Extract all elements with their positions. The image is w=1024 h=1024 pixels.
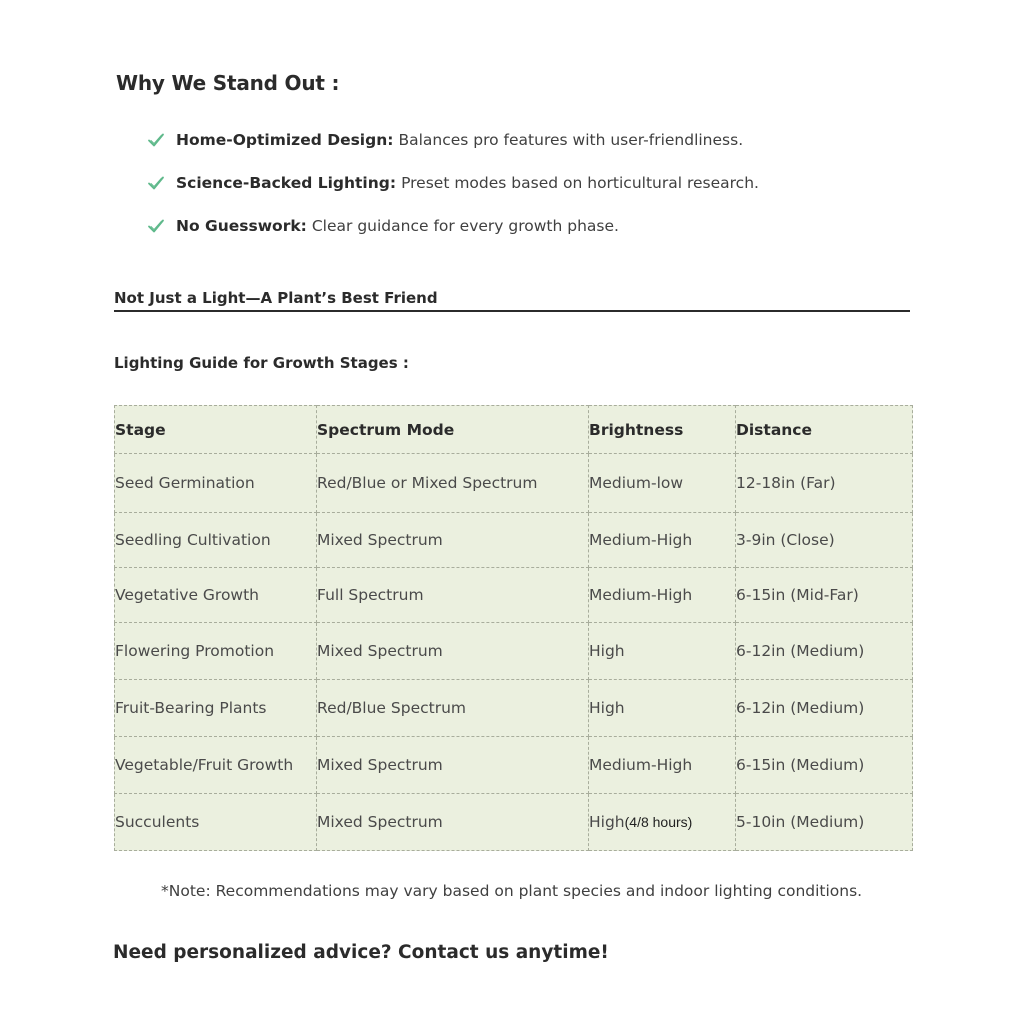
cell-brightness: Medium-High [589, 513, 736, 568]
cell-stage: Vegetative Growth [115, 568, 317, 623]
check-icon [146, 216, 166, 236]
cell-spectrum: Red/Blue Spectrum [317, 680, 589, 737]
table-row [115, 794, 913, 851]
cell-brightness: High [589, 680, 736, 737]
feature-item [146, 204, 759, 247]
cell-brightness: High [589, 623, 736, 680]
feature-title: Science-Backed Lighting: [176, 173, 397, 192]
feature-list [146, 118, 759, 247]
column-header-distance: Distance [736, 406, 913, 454]
table-row [115, 680, 913, 737]
cell-stage: Fruit-Bearing Plants [115, 680, 317, 737]
cell-distance: 3-9in (Close) [736, 513, 913, 568]
lighting-guide-table [114, 405, 913, 851]
table-row [115, 623, 913, 680]
cell-distance: 6-15in (Mid-Far) [736, 568, 913, 623]
table-row [115, 568, 913, 623]
cell-distance: 6-15in (Medium) [736, 737, 913, 794]
cell-stage: Seed Germination [115, 454, 317, 513]
column-header-brightness: Brightness [589, 406, 736, 454]
table-row [115, 737, 913, 794]
cell-spectrum: Mixed Spectrum [317, 513, 589, 568]
cell-stage: Flowering Promotion [115, 623, 317, 680]
feature-title: Home-Optimized Design: [176, 130, 394, 149]
check-icon [146, 173, 166, 193]
cell-distance: 6-12in (Medium) [736, 623, 913, 680]
section-heading-stand-out: Why We Stand Out : [116, 71, 340, 95]
brightness-value: High [589, 813, 625, 831]
feature-title: No Guesswork: [176, 216, 307, 235]
cell-spectrum: Mixed Spectrum [317, 737, 589, 794]
check-icon [146, 130, 166, 150]
cell-brightness [589, 794, 736, 851]
contact-callout: Need personalized advice? Contact us anytime! [113, 942, 609, 963]
column-header-stage: Stage [115, 406, 317, 454]
cell-brightness: Medium-High [589, 737, 736, 794]
cell-brightness: Medium-High [589, 568, 736, 623]
feature-text: Preset modes based on horticultural research. [401, 173, 759, 192]
cell-distance: 5-10in (Medium) [736, 794, 913, 851]
cell-distance: 12-18in (Far) [736, 454, 913, 513]
cell-spectrum: Full Spectrum [317, 568, 589, 623]
table-row [115, 454, 913, 513]
cell-stage: Seedling Cultivation [115, 513, 317, 568]
feature-item [146, 118, 759, 161]
footnote: *Note: Recommendations may vary based on plant species and indoor lighting conditions. [161, 882, 863, 900]
cell-distance: 6-12in (Medium) [736, 680, 913, 737]
cell-brightness: Medium-low [589, 454, 736, 513]
section-title-plant-friend: Not Just a Light—A Plant’s Best Friend [114, 289, 910, 312]
brightness-hours-note: (4/8 hours) [624, 814, 693, 830]
cell-spectrum: Red/Blue or Mixed Spectrum [317, 454, 589, 513]
cell-stage: Succulents [115, 794, 317, 851]
feature-text: Clear guidance for every growth phase. [311, 216, 619, 235]
cell-spectrum: Mixed Spectrum [317, 794, 589, 851]
table-row [115, 513, 913, 568]
lighting-guide-title: Lighting Guide for Growth Stages : [114, 354, 409, 372]
feature-text: Balances pro features with user-friendliness. [398, 130, 744, 149]
column-header-spectrum: Spectrum Mode [317, 406, 589, 454]
feature-item [146, 161, 759, 204]
cell-stage: Vegetable/Fruit Growth [115, 737, 317, 794]
table-header-row [115, 406, 913, 454]
cell-spectrum: Mixed Spectrum [317, 623, 589, 680]
